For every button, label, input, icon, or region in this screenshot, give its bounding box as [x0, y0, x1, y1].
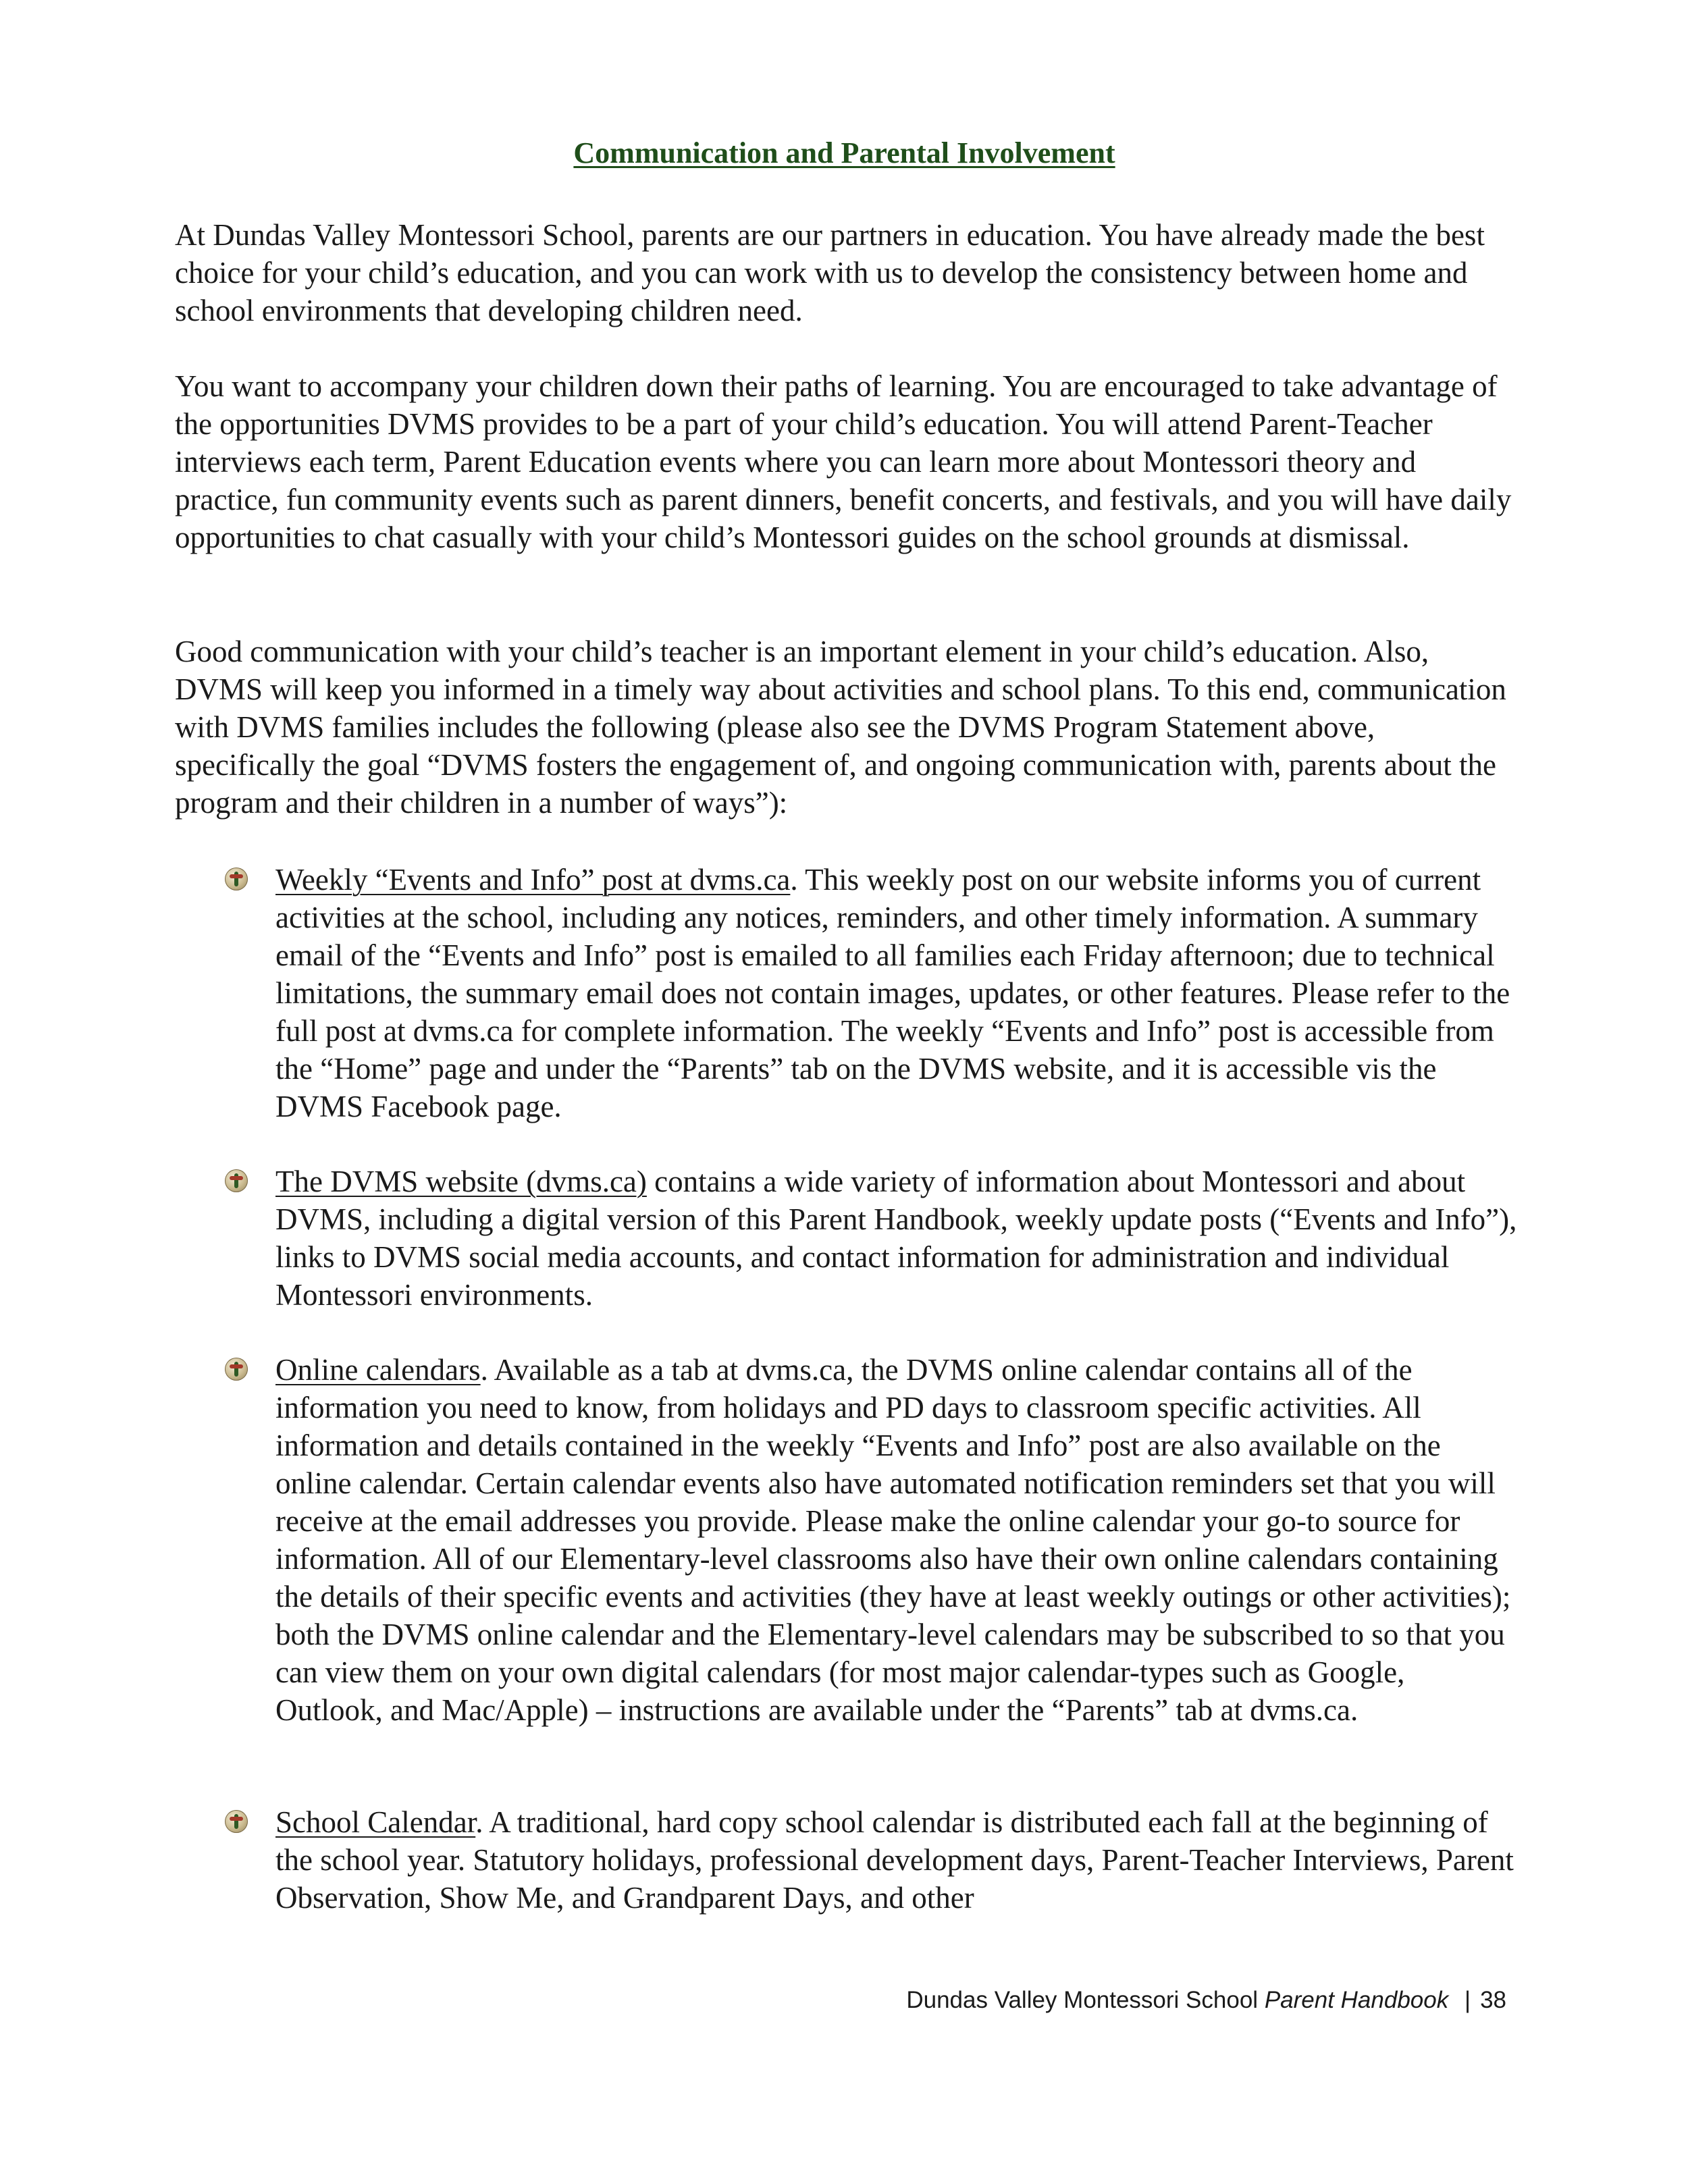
bullet-icon: [225, 868, 248, 890]
events-info-link[interactable]: Weekly “Events and Info” post at dvms.ca: [275, 863, 791, 897]
paragraph-communication: Good communication with your child’s teacher is an important element in your child’s education. Also, DVMS will keep you informed in a timely way about activities and school plans. To this end, communication with DVMS families includes the following (please also see the DVMS Program Statement above, specifically the goal “DVMS fosters the engagement of, and ongoing communication with, parents about the program and their children in a number of ways”):: [175, 635, 1506, 820]
bullet-icon: [225, 1358, 248, 1381]
bullet-icon: [225, 1810, 248, 1833]
footer-school-name: Dundas Valley Montessori School: [906, 1987, 1259, 2013]
dvms-website-link[interactable]: The DVMS website (dvms.ca): [275, 1165, 647, 1198]
footer-separator: |: [1464, 1987, 1471, 2013]
school-calendar-link[interactable]: School Calendar: [275, 1805, 476, 1839]
bullet-text: [275, 861, 1518, 1125]
bullet-icon: [225, 1169, 248, 1192]
page-number: 38: [1480, 1987, 1506, 2013]
paragraph-accompany: You want to accompany your children down their paths of learning. You are encouraged to take advantage of the opportunities DVMS provides to be a part of your child’s education. You will attend Parent-Teacher interviews each term, Parent Education events where you can learn more about Montessori theory and practice, fun community events such as parent dinners, benefit concerts, and festivals, and you will have daily opportunities to chat casually with your child’s Montessori guides on the school grounds at dismissal.: [175, 369, 1512, 554]
bullet-body: . Available as a tab at dvms.ca, the DVMS online calendar contains all of the information you need to know, from holidays and PD days to classroom specific activities. All information and details contained in the weekly “Events and Info” post are also available on the online calendar. Certain calendar events also have automated notification reminders set that you will receive at the email addresses you provide. Please make the online calendar your go-to source for information. All of our Elementary-level classrooms also have their own online calendars containing the details of their specific events and activities (they have at least weekly outings or other activities); both the DVMS online calendar and the Elementary-level calendars may be subscribed to so that you can view them on your own digital calendars (for most major calendar-types such as Google, Outlook, and Mac/Apple) – instructions are available under the “Parents” tab at dvms.ca.: [275, 1353, 1511, 1727]
page-title: Communication and Parental Involvement: [573, 136, 1115, 169]
footer-handbook-title: Parent Handbook: [1264, 1987, 1449, 2013]
online-calendars-link[interactable]: Online calendars: [275, 1353, 481, 1387]
bullet-body: . A traditional, hard copy school calendar is distributed each fall at the beginning of the school year. Statutory holidays, professional development days, Parent-Teacher Interviews, Parent Observation, Show Me, and Grandparent Days, and other: [275, 1805, 1514, 1915]
bullet-text: [275, 1803, 1518, 1917]
bullet-text: [275, 1351, 1518, 1729]
bullet-body: . This weekly post on our website informs you of current activities at the school, including any notices, reminders, and other timely information. A summary email of the “Events and Info” post is emailed to all families each Friday afternoon; due to technical limitations, the summary email does not contain images, updates, or other features. Please refer to the full post at dvms.ca for complete information. The weekly “Events and Info” post is accessible from the “Home” page and under the “Parents” tab on the DVMS website, and it is accessible vis the DVMS Facebook page.: [275, 863, 1510, 1123]
page-footer: [906, 1986, 1506, 2015]
paragraph-intro: At Dundas Valley Montessori School, parents are our partners in education. You have already made the best choice for your child’s education, and you can work with us to develop the consistency between home and school environments that developing children need.: [175, 218, 1485, 327]
bullet-text: [275, 1163, 1518, 1314]
bullet-body: contains a wide variety of information about Montessori and about DVMS, including a digital version of this Parent Handbook, weekly update posts (“Events and Info”), links to DVMS social media accounts, and contact information for administration and individual Montessori environments.: [275, 1165, 1517, 1312]
